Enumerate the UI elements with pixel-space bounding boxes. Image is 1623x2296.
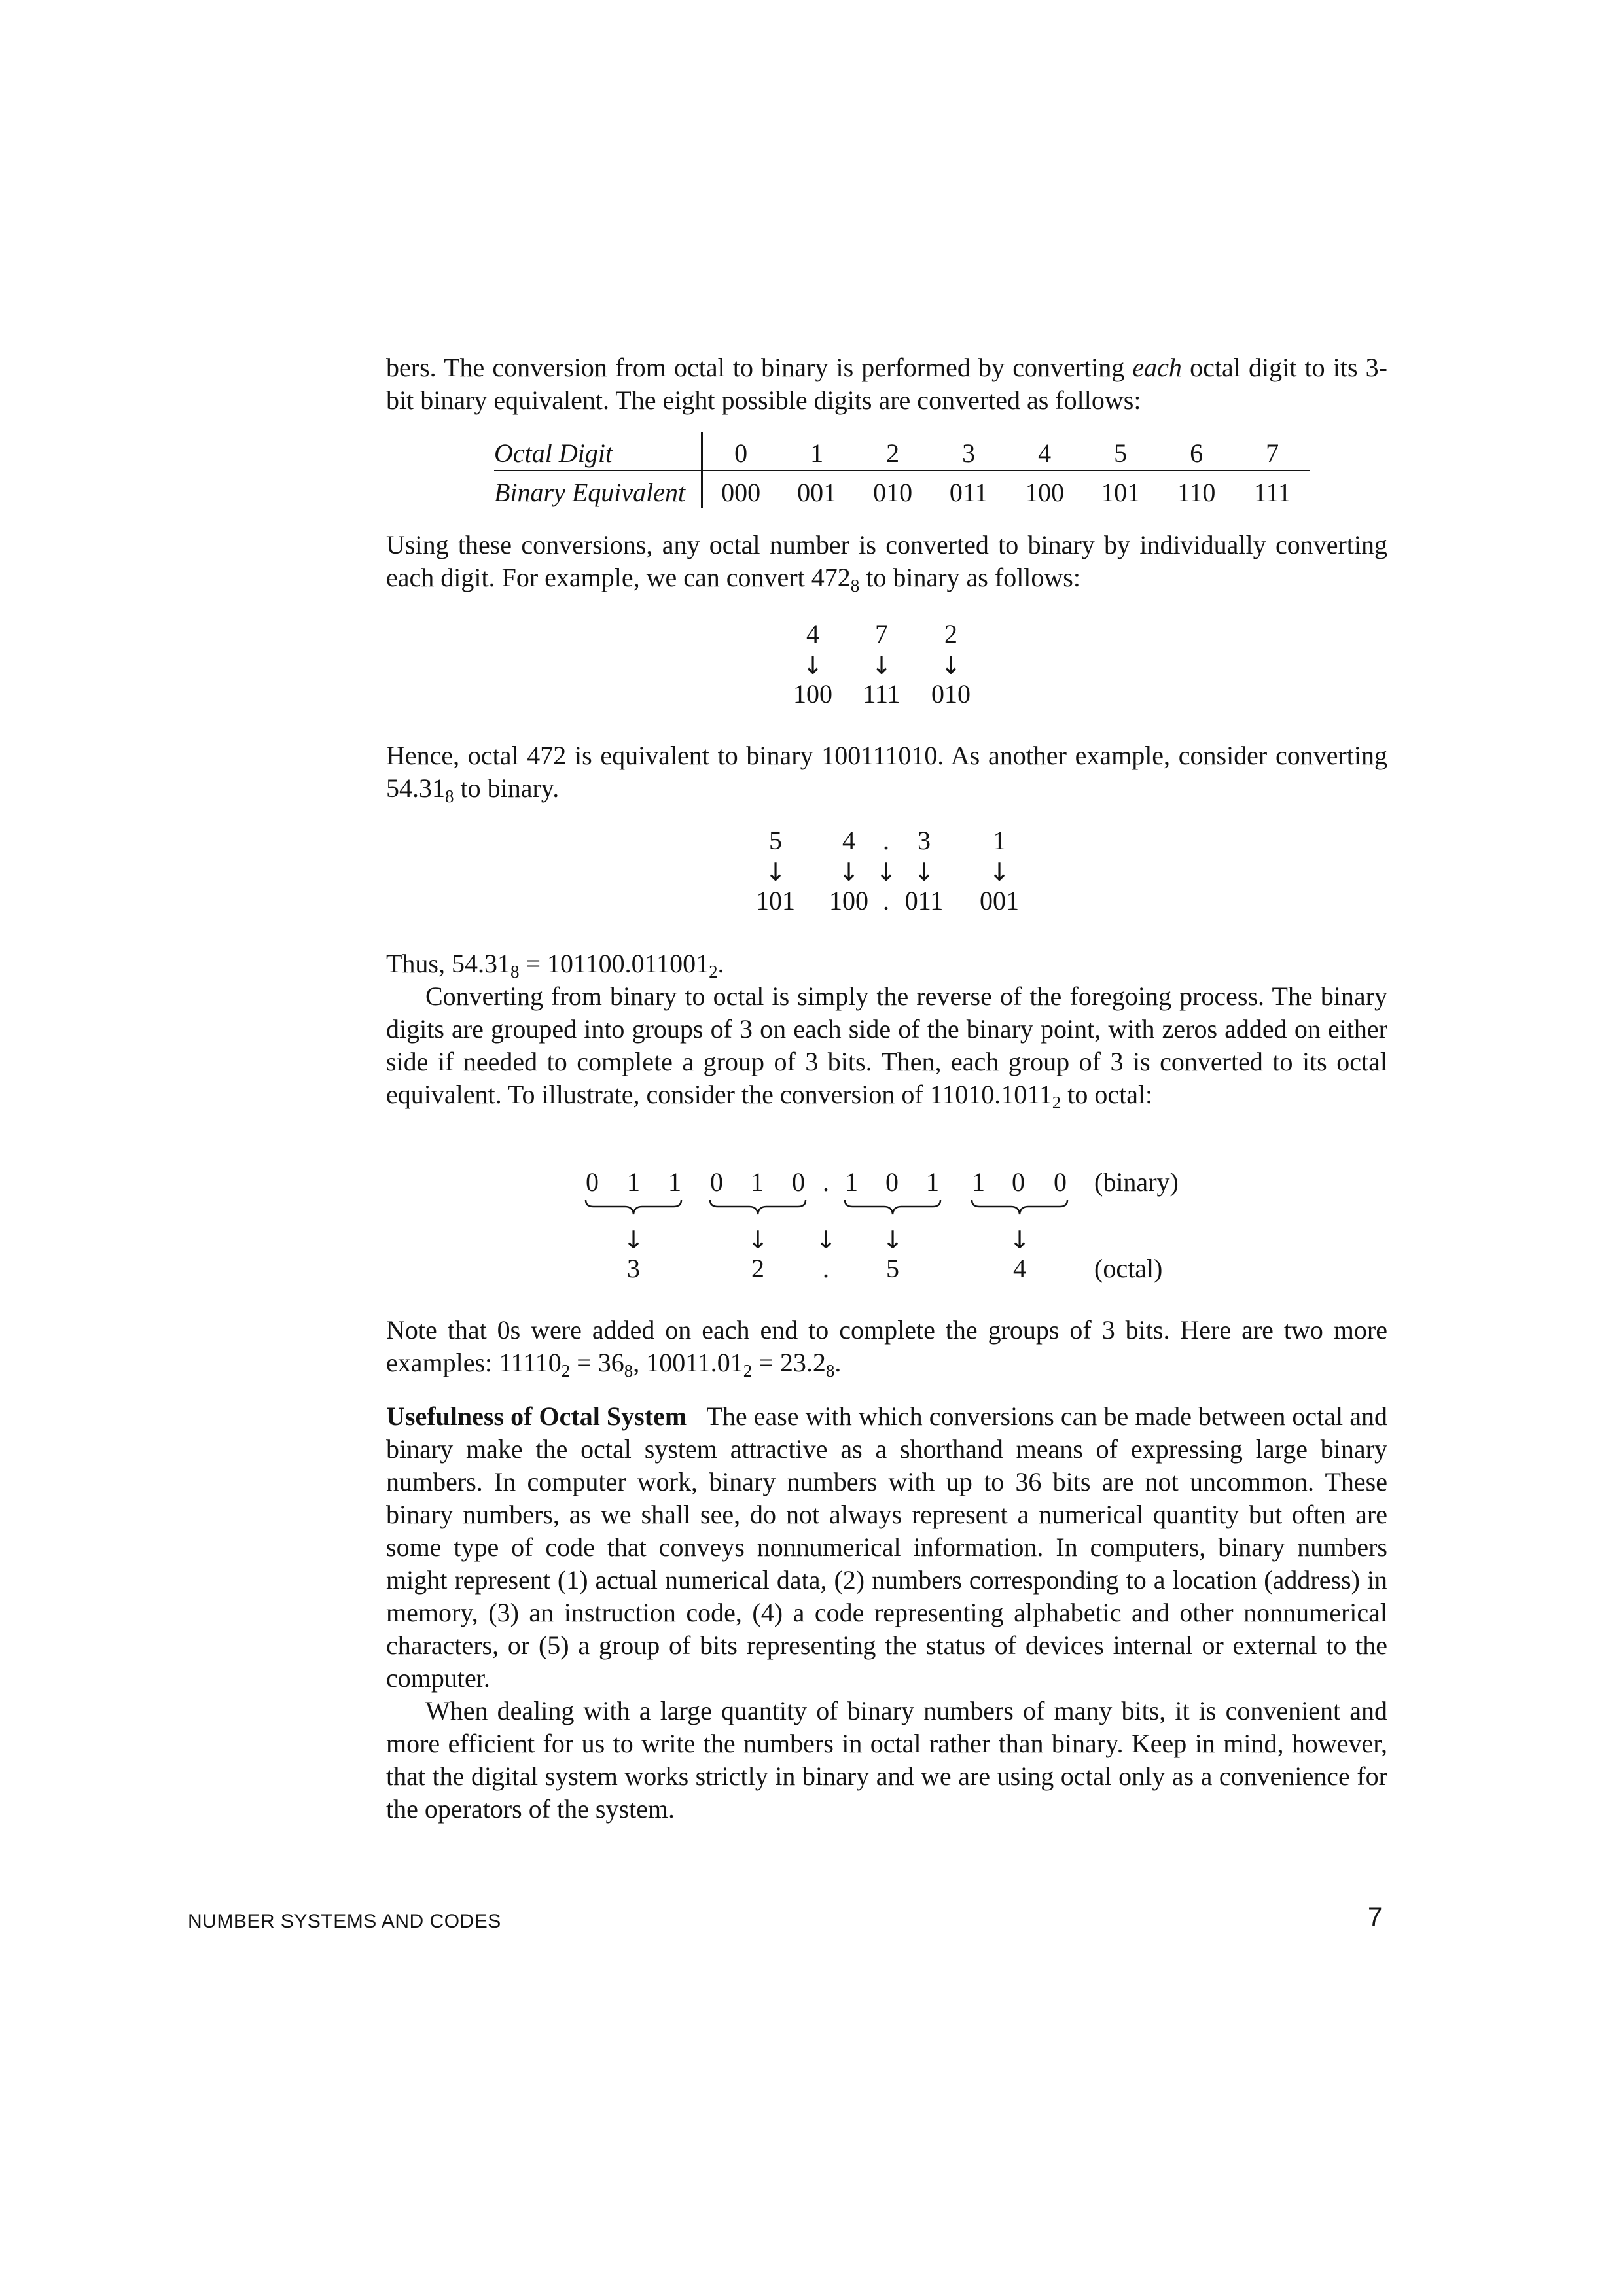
para3-text-before: Hence, octal 472 is equivalent to binary 100111010. As another example, consider converting 54.31 — [386, 741, 1387, 803]
para5-text-before: Converting from binary to octal is simply the reverse of the foregoing process. The binary digits are grouped into groups of 3 on each side of the binary point, with zeros added on either side if needed to complete a group of 3 bits. Then, each group of 3 is converted to its octal equivalent. To illustrate, consider the conversion of 11010.1011 — [386, 981, 1387, 1109]
binary-equivalent-cell: 000 — [721, 478, 761, 507]
octal-digit: 3 — [627, 1254, 640, 1283]
down-arrow-icon: ↓ — [989, 858, 1010, 887]
para5-text-after: to octal: — [1061, 1080, 1153, 1109]
binary-equivalent-cell: 001 — [797, 478, 837, 507]
binary-equivalent-cell: 011 — [949, 478, 988, 507]
down-arrow-icon: ↓ — [815, 1226, 836, 1254]
group-brace-icon — [844, 1196, 942, 1218]
para1-text-after: octal digit to its 3-bit binary equivalent. The eight possible digits are converted as follows: — [386, 353, 1387, 415]
octal-digit: 2 — [944, 619, 957, 648]
binary-label: (binary) — [1094, 1167, 1179, 1197]
base-subscript: 8 — [850, 576, 860, 595]
binary-group: 101 — [756, 886, 795, 915]
paragraph-conversion-example — [386, 529, 1387, 594]
base-subscript: 2 — [1052, 1093, 1061, 1112]
paragraph-more-examples — [386, 1314, 1387, 1379]
para6-text-c: , 10011.01 — [633, 1348, 743, 1377]
down-arrow-icon: ↓ — [838, 858, 859, 887]
binary-bit: 1 — [926, 1167, 939, 1197]
binary-equivalent-row — [494, 470, 1310, 508]
binary-group: 001 — [980, 886, 1019, 915]
binary-bit: 0 — [1054, 1167, 1067, 1197]
binary-group: 111 — [863, 679, 901, 709]
para1-emphasis: each — [1132, 353, 1182, 382]
binary-bit: 1 — [972, 1167, 985, 1197]
binary-group: 010 — [931, 679, 971, 709]
group-brace-icon — [971, 1196, 1069, 1218]
para4-text-b: = 101100.011001 — [519, 949, 709, 978]
octal-digit: 4 — [842, 826, 855, 855]
octal-digit: 5 — [769, 826, 782, 855]
binary-equivalent-cell: 110 — [1177, 478, 1216, 507]
para6-text-d: = 23.2 — [752, 1348, 826, 1377]
para8-text: When dealing with a large quantity of binary numbers of many bits, it is convenient and more efficient for us to write the numbers in octal rather than binary. Keep in mind, however, that the digital system works strictly in binary and we are using octal only as a convenience for the operators of the system. — [386, 1696, 1387, 1824]
down-arrow-icon: ↓ — [747, 1226, 768, 1254]
para6-text-a: Note that 0s were added on each end to complete the groups of 3 bits. Here are two more examples: 11110 — [386, 1315, 1387, 1377]
octal-digit-cell: 7 — [1234, 432, 1310, 470]
octal-digit-cell: 0 — [702, 432, 779, 470]
octal-digit-cell: 5 — [1082, 432, 1158, 470]
paragraph-second-example — [386, 739, 1387, 805]
down-arrow-icon: ↓ — [765, 858, 786, 887]
binary-equivalent-cell: 101 — [1101, 478, 1141, 507]
octal-digit: 1 — [993, 826, 1006, 855]
binary-bit: 1 — [668, 1167, 681, 1197]
down-arrow-icon: ↓ — [802, 651, 823, 680]
octal-digit: 4 — [1013, 1254, 1026, 1283]
down-arrow-icon: ↓ — [871, 651, 892, 680]
binary-equivalent-cell: 010 — [873, 478, 913, 507]
paragraph-convenience — [386, 1695, 1387, 1826]
running-footer-section: NUMBER SYSTEMS AND CODES — [188, 1911, 501, 1932]
group-brace-icon — [709, 1196, 807, 1218]
base-subscript: 8 — [510, 962, 520, 981]
base-subscript: 2 — [743, 1361, 753, 1381]
binary-bit: 0 — [1012, 1167, 1025, 1197]
octal-digit-row — [494, 432, 1310, 470]
binary-bit: 0 — [586, 1167, 599, 1197]
octal-digit-cell: 4 — [1007, 432, 1082, 470]
para3-text-after: to binary. — [454, 773, 560, 803]
binary-bit: 0 — [792, 1167, 805, 1197]
binary-group: 100 — [793, 679, 832, 709]
octal-digit-cell: 3 — [931, 432, 1007, 470]
radix-point: . — [823, 1254, 829, 1283]
octal-digit: 7 — [875, 619, 888, 648]
page-number: 7 — [1368, 1903, 1383, 1932]
binary-equivalent-cell: 111 — [1253, 478, 1291, 507]
octal-binary-table — [494, 432, 1310, 508]
binary-equivalent-label: Binary Equivalent — [494, 470, 702, 508]
octal-digit: 5 — [886, 1254, 899, 1283]
octal-digit-label: Octal Digit — [494, 432, 702, 470]
binary-group: 100 — [829, 886, 868, 915]
octal-label: (octal) — [1094, 1254, 1163, 1283]
para6-text-b: = 36 — [570, 1348, 624, 1377]
octal-digit: 4 — [806, 619, 819, 648]
octal-digit-cell: 1 — [779, 432, 855, 470]
binary-bit: 1 — [627, 1167, 640, 1197]
group-brace-icon — [584, 1196, 683, 1218]
down-arrow-icon: ↓ — [876, 858, 897, 887]
base-subscript: 8 — [624, 1361, 633, 1381]
para4-text-c: . — [717, 949, 724, 978]
octal-digit: 2 — [751, 1254, 764, 1283]
para1-text-before: bers. The conversion from octal to binary is performed by converting — [386, 353, 1133, 382]
down-arrow-icon: ↓ — [1009, 1226, 1030, 1254]
binary-bit: 1 — [751, 1167, 764, 1197]
base-subscript: 8 — [445, 786, 454, 806]
radix-point: . — [883, 886, 889, 915]
para2-text-before: Using these conversions, any octal number is converted to binary by individually converting each digit. For example, we can convert 472 — [386, 530, 1387, 592]
down-arrow-icon: ↓ — [623, 1226, 644, 1254]
paragraph-usefulness-of-octal — [386, 1400, 1387, 1695]
radix-point: . — [883, 826, 889, 855]
para6-text-e: . — [834, 1348, 842, 1377]
down-arrow-icon: ↓ — [940, 651, 961, 680]
para7-text: The ease with which conversions can be made between octal and binary make the octal system attractive as a shorthand means of expressing large binary numbers. In computer work, binary numbers with up to 36 bits are not uncommon. These binary numbers, as we shall see, do not always represent a numerical quantity but often are some type of code that conveys nonnumerical information. In computers, binary numbers might represent (1) actual numerical data, (2) numbers corresponding to a location (address) in memory, (3) an instruction code, (4) a code representing alphabetic and other nonnumerical characters, or (5) a group of bits representing the status of devices internal or external to the computer. — [386, 1402, 1387, 1693]
binary-bit: 0 — [710, 1167, 723, 1197]
paragraph-octal-to-binary-intro — [386, 351, 1387, 417]
binary-group: 011 — [904, 886, 944, 915]
para4-text-a: Thus, 54.31 — [386, 949, 510, 978]
base-subscript: 2 — [709, 962, 718, 981]
binary-bit: 1 — [845, 1167, 858, 1197]
down-arrow-icon: ↓ — [914, 858, 935, 887]
binary-equivalent-cell: 100 — [1025, 478, 1065, 507]
base-subscript: 8 — [825, 1361, 835, 1381]
para2-text-after: to binary as follows: — [859, 563, 1080, 592]
paragraph-result — [386, 947, 1387, 980]
base-subscript: 2 — [561, 1361, 571, 1381]
binary-point: . — [823, 1167, 829, 1197]
octal-digit-cell: 2 — [855, 432, 931, 470]
octal-digit-cell: 6 — [1158, 432, 1234, 470]
down-arrow-icon: ↓ — [882, 1226, 903, 1254]
binary-bit: 0 — [885, 1167, 899, 1197]
octal-digit: 3 — [918, 826, 931, 855]
paragraph-binary-to-octal — [386, 980, 1387, 1111]
section-heading: Usefulness of Octal System — [386, 1402, 687, 1431]
